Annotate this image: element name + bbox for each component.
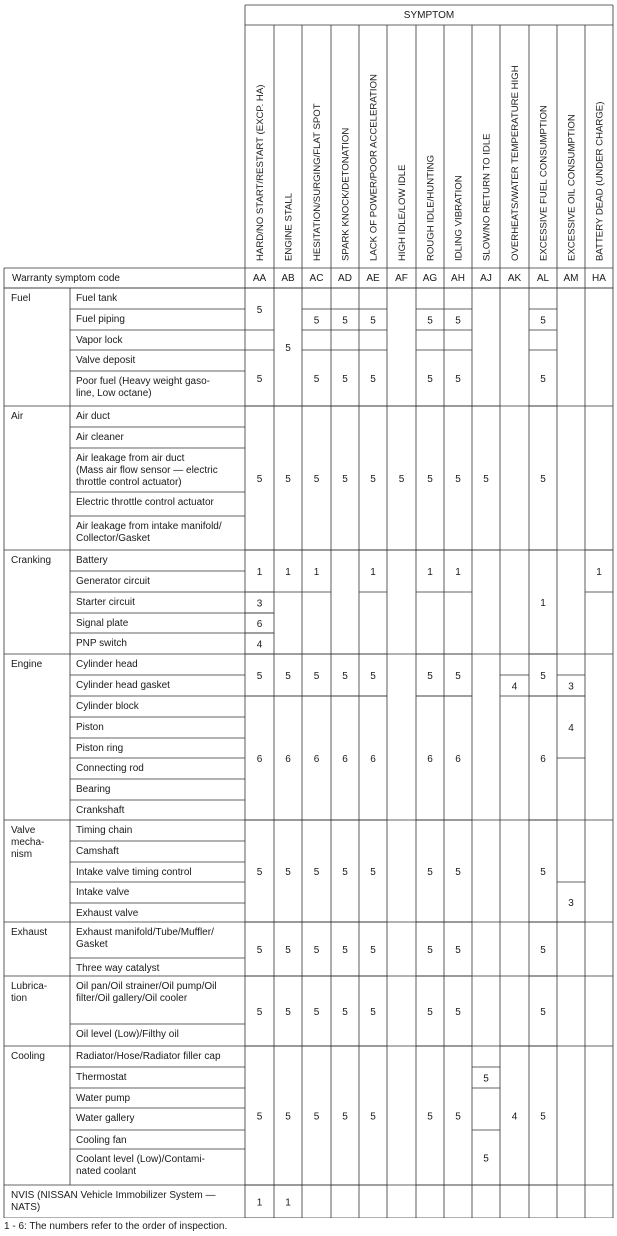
cell-value-aa: 5: [256, 1111, 263, 1123]
group-label: Valve mecha-nism: [11, 825, 45, 860]
cell-value-ac: 5: [313, 671, 320, 682]
cell-value-ag: 6: [427, 754, 433, 765]
cell-value-aj: 5: [483, 474, 489, 485]
cell-value-ab: 5: [285, 1111, 291, 1123]
symptom-label-am: EXCESSIVE OIL CONSUMPTION: [566, 114, 578, 261]
symptom-label-af: HIGH IDLE/LOW IDLE: [397, 164, 408, 261]
item-label: Cooling fan: [76, 1135, 127, 1146]
cell-value-aa: 6: [256, 754, 263, 765]
cell-value-ad: 5: [342, 1007, 348, 1018]
cell-value-ag: 5: [427, 474, 433, 485]
symptom-label-ab: ENGINE STALL: [283, 192, 295, 261]
group-label: Cranking: [11, 555, 52, 566]
cell-value-ag: 1: [427, 567, 433, 578]
cell-value-ae: 5: [370, 945, 376, 956]
item-label: PNP switch: [76, 638, 127, 649]
item-label: Poor fuel (Heavy weight gaso-line, Low octane): [76, 376, 210, 399]
group-label: Cooling: [11, 1051, 45, 1062]
item-label: Exhaust valve: [76, 908, 139, 919]
cell-value-ah: 5: [455, 374, 461, 385]
item-label: Battery: [76, 555, 108, 566]
symptom-label-aj: SLOW/NO RETURN TO IDLE: [481, 133, 493, 261]
cell-value-ad: 5: [342, 867, 348, 878]
cell-value-aa: 6: [256, 619, 263, 630]
symptom-label-ag: ROUGH IDLE/HUNTING: [425, 154, 437, 261]
item-label: Water pump: [76, 1093, 131, 1104]
cell-value-ac: 5: [313, 315, 320, 327]
cell-value-ad: 5: [342, 1111, 348, 1123]
item-label: Cylinder head: [76, 659, 138, 670]
cell-value-ag: 5: [427, 1111, 433, 1123]
symptom-heading: SYMPTOM: [403, 10, 455, 21]
cell-value-af: 5: [398, 474, 405, 485]
cell-value-ah: 5: [455, 1111, 461, 1123]
cell-value-ah: 5: [455, 945, 461, 956]
cell-value-ha: 1: [596, 567, 602, 578]
warranty-code-label: Warranty symptom code: [12, 273, 120, 284]
item-label: Coolant level (Low)/Contami-nated coolant: [76, 1154, 205, 1177]
cell-value-ab: 6: [285, 754, 291, 765]
cell-value-ae: 5: [370, 1007, 376, 1018]
symptom-code-af: AF: [395, 273, 408, 284]
cell-value-al: 5: [540, 945, 546, 956]
symptom-code-al: AL: [536, 273, 550, 284]
item-label: Timing chain: [76, 825, 133, 836]
cell-value-ac: 1: [313, 567, 320, 578]
cell-value-aa: 3: [256, 598, 263, 610]
symptom-code-am: AM: [563, 273, 579, 284]
cell-value-ac: 6: [313, 754, 320, 765]
cell-value-ag: 5: [427, 1007, 433, 1018]
cell-value-ad: 5: [342, 945, 348, 956]
cell-value-ad: 5: [342, 671, 348, 682]
item-label: Connecting rod: [76, 763, 144, 774]
footnote: 1 - 6: The numbers refer to the order of inspection.: [4, 1221, 228, 1232]
cell-value-ah: 6: [455, 754, 461, 765]
cell-value-ah: 5: [455, 315, 461, 327]
cell-value-al: 5: [540, 867, 546, 878]
group-label: Exhaust: [11, 927, 48, 938]
item-label: Intake valve: [76, 887, 130, 898]
cell-value-ah: 1: [455, 567, 461, 578]
cell-value-am: 4: [568, 723, 574, 734]
item-label: Camshaft: [76, 846, 119, 857]
item-label: Fuel piping: [76, 314, 125, 325]
cell-value-ab: 1: [285, 567, 291, 578]
item-label: Air cleaner: [76, 432, 124, 443]
cell-value-am: 3: [568, 898, 574, 909]
cell-value-ab: 5: [285, 474, 291, 485]
item-label: Three way catalyst: [76, 963, 160, 974]
cell-value-ag: 5: [427, 867, 433, 878]
cell-value-al: 1: [540, 598, 546, 609]
cell-value-ag: 5: [427, 315, 433, 327]
cell-value-al: 5: [540, 374, 546, 385]
cell-value-al: 5: [540, 315, 546, 327]
item-label: Oil pan/Oil strainer/Oil pump/Oil filter/Oil gallery/Oil cooler: [76, 981, 217, 1004]
item-label: Fuel tank: [76, 293, 118, 304]
group-label: Lubrica-tion: [11, 981, 48, 1004]
symptom-label-ha: BATTERY DEAD (UNDER CHARGE): [594, 101, 606, 261]
cell-value-ab: 5: [285, 343, 291, 354]
symptom-label-al: EXCESSIVE FUEL CONSUMPTION: [538, 105, 550, 261]
cell-value-ae: 1: [370, 567, 376, 578]
group-label: Engine: [11, 659, 43, 670]
item-label: Air duct: [76, 411, 110, 422]
symptom-code-ah: AH: [451, 273, 465, 284]
item-label: Oil level (Low)/Filthy oil: [76, 1029, 179, 1040]
item-label: Electric throttle control actuator: [76, 497, 214, 508]
cell-value-ag: 5: [427, 945, 433, 956]
symptom-code-ab: AB: [281, 273, 295, 284]
cell-value-ac: 5: [313, 474, 320, 485]
cell-value-ab: 1: [285, 1197, 291, 1209]
cell-value-ab: 5: [285, 1007, 291, 1018]
cell-value-al: 5: [540, 1111, 546, 1123]
cell-value-ak: 4: [511, 681, 518, 693]
cell-value-ac: 5: [313, 1111, 320, 1123]
item-label: Piston ring: [76, 743, 124, 754]
item-label: Cylinder head gasket: [76, 680, 170, 691]
item-label: Radiator/Hose/Radiator filler cap: [76, 1051, 221, 1062]
symptom-code-ak: AK: [507, 273, 522, 284]
symptom-code-aa: AA: [252, 273, 267, 284]
symptom-code-ha: HA: [592, 273, 606, 284]
cell-value-aa: 5: [256, 305, 263, 316]
item-label: Exhaust manifold/Tube/Muffler/ Gasket: [76, 927, 214, 950]
cell-value-ac: 5: [313, 867, 320, 878]
cell-value-ag: 5: [427, 374, 433, 385]
symptom-label-ae: LACK OF POWER/POOR ACCELERATION: [368, 74, 380, 261]
cell-value-ae: 5: [370, 374, 376, 385]
symptom-label-ad: SPARK KNOCK/DETONATION: [340, 127, 352, 261]
symptom-label-aa: HARD/NO START/RESTART (EXCP. HA): [255, 84, 266, 261]
group-label: Fuel: [11, 293, 31, 304]
cell-value-ab: 5: [285, 867, 291, 878]
cell-value-aa: 1: [256, 1197, 263, 1209]
cell-value-ag: 5: [427, 671, 433, 682]
item-label: Air leakage from air duct (Mass air flow sensor — electric throttle control actuator): [76, 453, 218, 488]
item-label: Vapor lock: [76, 335, 123, 346]
item-label: Valve deposit: [76, 355, 136, 366]
item-label: Generator circuit: [76, 576, 150, 587]
cell-value-aa: 1: [256, 567, 263, 578]
item-label: Crankshaft: [76, 805, 125, 816]
cell-value-ab: 5: [285, 945, 291, 956]
cell-value-ae: 5: [370, 867, 376, 878]
cell-value-ah: 5: [455, 474, 461, 485]
cell-value-aa: 5: [256, 671, 263, 682]
cell-value-ah: 5: [455, 671, 461, 682]
item-label: Cylinder block: [76, 701, 139, 712]
symptom-label-ah: IDLING VIBRATION: [453, 175, 465, 261]
cell-value-ad: 5: [342, 315, 348, 327]
item-label: Signal plate: [76, 618, 129, 629]
cell-value-ad: 5: [342, 474, 348, 485]
cell-value-ad: 6: [342, 754, 348, 765]
cell-value-al: 5: [540, 474, 546, 485]
cell-value-ae: 5: [370, 315, 376, 327]
item-label: Piston: [76, 722, 104, 733]
item-label: Air leakage from intake manifold/ Collector/Gasket: [76, 521, 222, 544]
item-label: Starter circuit: [76, 597, 135, 608]
cell-value-aa: 5: [256, 867, 263, 878]
cell-value-ac: 5: [313, 374, 320, 385]
item-label: Intake valve timing control: [76, 867, 192, 878]
item-label: Water gallery: [76, 1113, 135, 1124]
symptom-code-aj: AJ: [480, 273, 492, 284]
symptom-label-ac: HESITATION/SURGING/FLAT SPOT: [312, 103, 323, 261]
cell-value-ae: 6: [370, 754, 376, 765]
cell-value-ac: 5: [313, 945, 320, 956]
cell-value-ae: 5: [370, 671, 376, 682]
cell-value-ae: 5: [370, 1111, 376, 1123]
symptom-code-ae: AE: [366, 273, 380, 284]
cell-value-aa: 4: [256, 639, 263, 651]
cell-value-am: 3: [568, 681, 574, 693]
cell-value-al: 6: [540, 754, 546, 765]
cell-value-aa: 5: [256, 1007, 263, 1018]
cell-value-aa: 5: [256, 945, 263, 956]
symptom-code-ag: AG: [422, 273, 438, 284]
cell-value-al: 5: [540, 671, 546, 682]
symptom-code-ac: AC: [309, 273, 324, 284]
cell-value-aa: 5: [256, 474, 263, 485]
cell-value-ah: 5: [455, 867, 461, 878]
nvis-label: NVIS (NISSAN Vehicle Immobilizer System — NATS): [11, 1190, 216, 1213]
symptom-code-ad: AD: [338, 273, 352, 284]
cell-value-ac: 5: [313, 1007, 320, 1018]
cell-value-ae: 5: [370, 474, 376, 485]
cell-value-aa: 5: [256, 374, 263, 385]
group-label: Air: [11, 411, 24, 422]
cell-value-al: 5: [540, 1007, 546, 1018]
item-label: Thermostat: [76, 1072, 127, 1083]
symptom-label-ak: OVERHEATS/WATER TEMPERATURE HIGH: [510, 65, 521, 261]
cell-value-ah: 5: [455, 1007, 461, 1018]
cell-value-ab: 5: [285, 671, 291, 682]
item-label: Bearing: [76, 784, 111, 795]
cell-value-aj: 5: [483, 1153, 489, 1165]
cell-value-ak: 4: [511, 1111, 518, 1123]
cell-value-ad: 5: [342, 374, 348, 385]
cell-value-aj: 5: [483, 1073, 489, 1085]
